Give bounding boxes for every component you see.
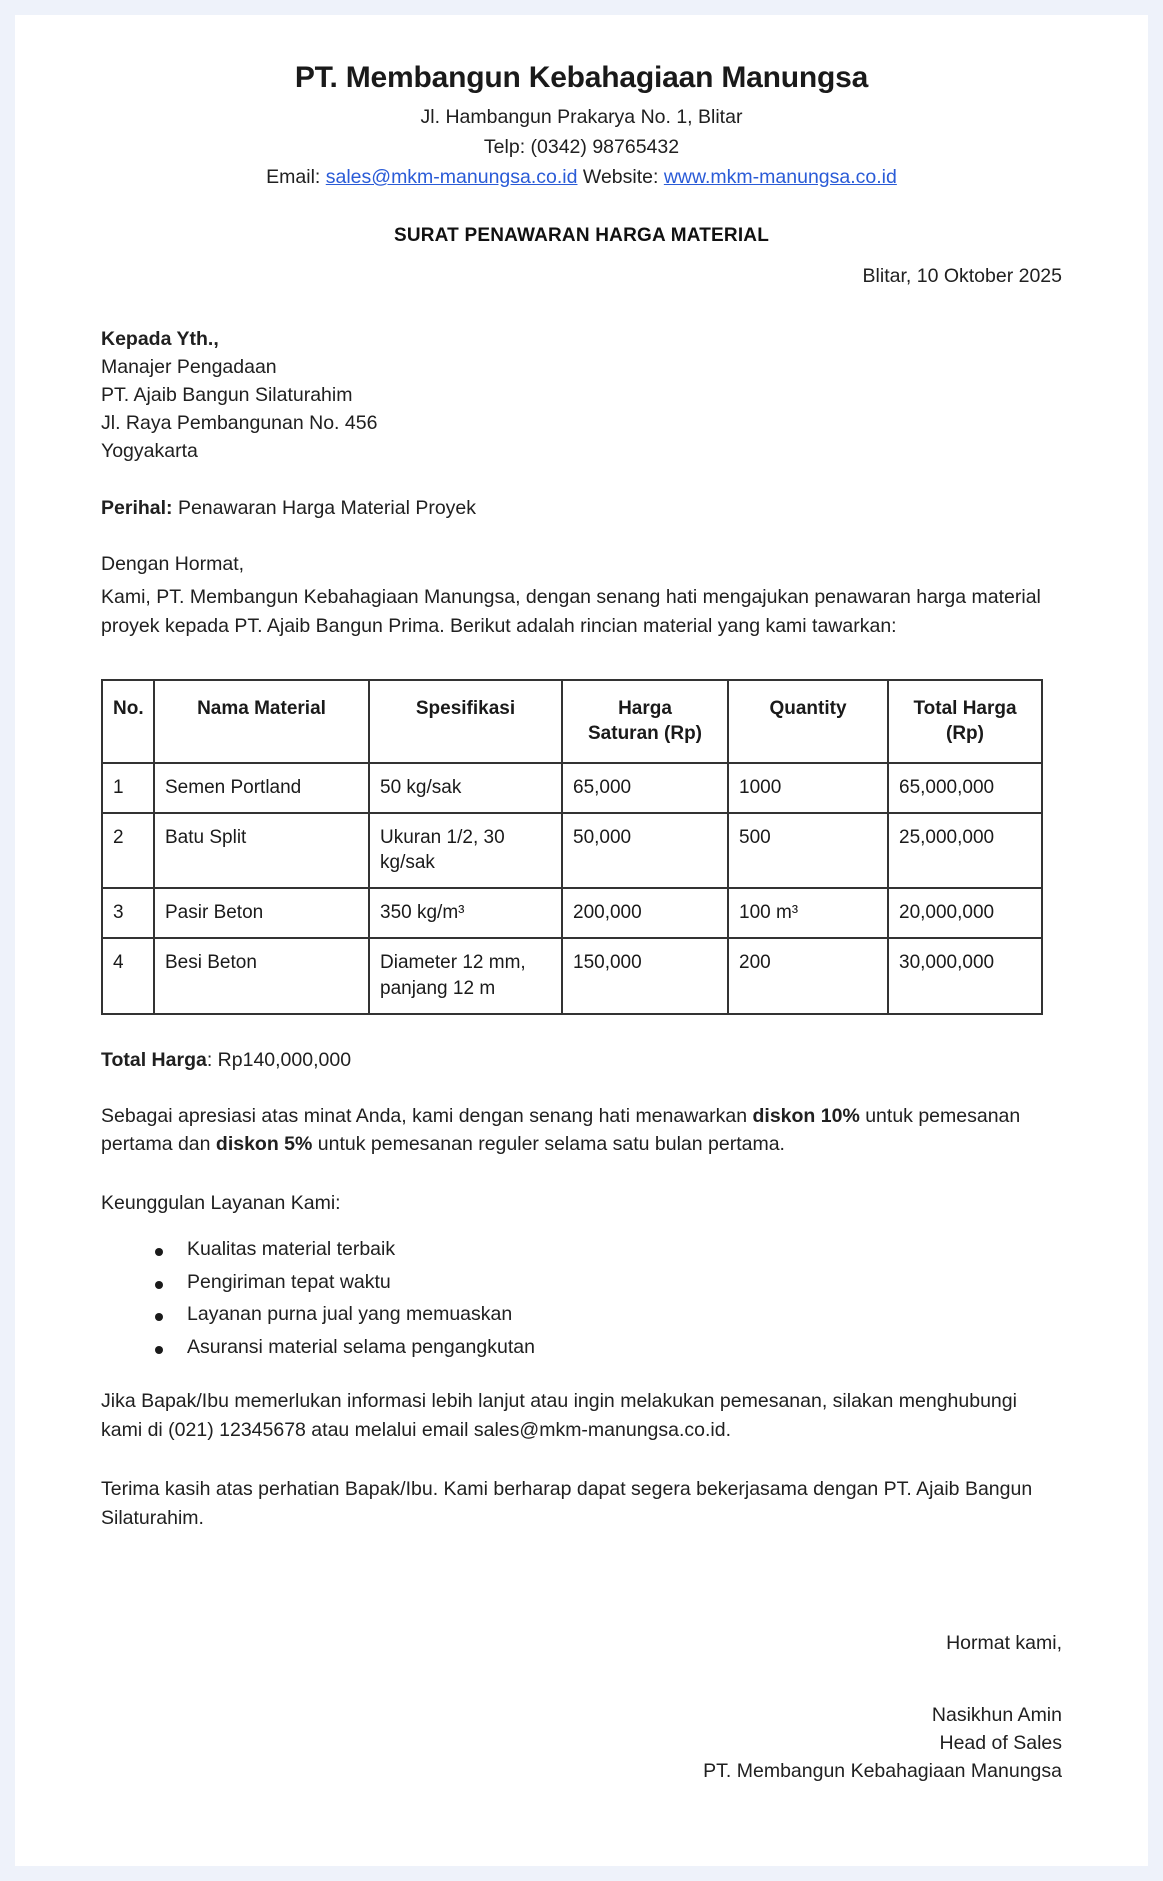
cell-harga-satuan: 65,000 (562, 763, 728, 813)
signature-company: PT. Membangun Kebahagiaan Manungsa (703, 1760, 1062, 1783)
discount-bold-second: diskon 5% (215, 1133, 313, 1156)
company-address: Jl. Hambangun Prakarya No. 1, Blitar (420, 106, 743, 128)
cell-nama: Batu Split (154, 813, 369, 888)
document-page (15, 15, 1148, 1866)
recipient-company: PT. Ajaib Bangun Silaturahim (101, 383, 353, 406)
recipient-block (101, 326, 1062, 465)
cell-harga-satuan: 200,000 (562, 888, 728, 938)
email-label: Email: (266, 166, 321, 188)
thanks-paragraph: Terima kasih atas perhatian Bapak/Ibu. Kami berharap dapat segera bekerjasama dengan PT. Ajaib Bangun Silaturahim. (101, 1477, 1033, 1529)
company-name: PT. Membangun Kebahagiaan Manungsa (294, 61, 869, 94)
table-row (102, 813, 1042, 888)
cell-nama: Pasir Beton (154, 888, 369, 938)
materials-table (101, 679, 1043, 1015)
grand-total-line (101, 1049, 1062, 1072)
recipient-role: Manajer Pengadaan (101, 355, 277, 378)
signature-block (101, 1629, 1062, 1786)
cell-harga-satuan: 50,000 (562, 813, 728, 888)
list-item: Pengiriman tepat waktu (155, 1273, 1062, 1293)
table-row (102, 763, 1042, 813)
signature-name: Nasikhun Amin (931, 1703, 1062, 1726)
date-line: Blitar, 10 Oktober 2025 (862, 265, 1062, 287)
discount-bold-first: diskon 10% (752, 1104, 860, 1127)
discount-part2: untuk pemesanan pertama dan (101, 1104, 1021, 1156)
company-phone: Telp: (0342) 98765432 (483, 136, 680, 158)
table-header-row (102, 680, 1042, 763)
header-no: No. (102, 680, 154, 763)
header-harga-satuan (562, 680, 728, 763)
list-item: Layanan purna jual yang memuaskan (155, 1305, 1062, 1325)
contact-paragraph: Jika Bapak/Ibu memerlukan informasi lebih lanjut atau ingin melakukan pemesanan, silakan menghubungi kami di (021) 12345678 atau melalui email sales@mkm-manungsa.co.id. (101, 1390, 1017, 1442)
cell-spesifikasi: Diameter 12 mm, panjang 12 m (369, 938, 562, 1013)
cell-no: 4 (102, 938, 154, 1013)
website-link[interactable]: www.mkm-manungsa.co.id (663, 166, 897, 188)
grand-total-label: Total Harga (101, 1048, 207, 1071)
company-contact-line (101, 166, 1062, 189)
subject-title: SURAT PENAWARAN HARGA MATERIAL (393, 225, 770, 246)
header-quantity: Quantity (728, 680, 888, 763)
cell-nama: Semen Portland (154, 763, 369, 813)
cell-total: 25,000,000 (888, 813, 1042, 888)
header-harga-line2: Saturan (Rp) (588, 723, 702, 745)
cell-spesifikasi: 50 kg/sak (369, 763, 562, 813)
list-item: Kualitas material terbaik (155, 1240, 1062, 1260)
cell-quantity: 1000 (728, 763, 888, 813)
perihal-label: Perihal: (101, 497, 173, 520)
cell-quantity: 200 (728, 938, 888, 1013)
recipient-city: Yogyakarta (101, 439, 198, 462)
cell-spesifikasi: Ukuran 1/2, 30 kg/sak (369, 813, 562, 888)
benefits-list (101, 1240, 1062, 1357)
list-item: Asuransi material selama pengangkutan (155, 1338, 1062, 1358)
signature-title: Head of Sales (939, 1732, 1062, 1755)
discount-part3: untuk pemesanan reguler selama satu bulan pertama. (312, 1133, 785, 1156)
perihal-value: Penawaran Harga Material Proyek (177, 497, 477, 520)
perihal-line (101, 497, 1062, 520)
cell-harga-satuan: 150,000 (562, 938, 728, 1013)
intro-paragraph: Kami, PT. Membangun Kebahagiaan Manungsa, dengan senang hati mengajukan penawaran harga material proyek kepada PT. Ajaib Bangun Prima. Berikut adalah rincian material yang kami tawarkan: (101, 586, 1041, 638)
website-label: Website: (582, 166, 659, 188)
header-total-harga (888, 680, 1042, 763)
discount-paragraph (101, 1102, 1062, 1160)
cell-no: 3 (102, 888, 154, 938)
header-total-line1: Total Harga (913, 697, 1017, 719)
cell-nama: Besi Beton (154, 938, 369, 1013)
email-link[interactable]: sales@mkm-manungsa.co.id (325, 166, 578, 188)
grand-total-value: Rp140,000,000 (217, 1048, 352, 1071)
header-nama-material: Nama Material (154, 680, 369, 763)
benefits-heading: Keunggulan Layanan Kami: (101, 1192, 341, 1215)
cell-spesifikasi: 350 kg/m³ (369, 888, 562, 938)
greeting: Dengan Hormat, (101, 553, 245, 576)
table-row (102, 888, 1042, 938)
cell-quantity: 500 (728, 813, 888, 888)
cell-total: 20,000,000 (888, 888, 1042, 938)
recipient-street: Jl. Raya Pembangunan No. 456 (101, 411, 378, 434)
recipient-salutation: Kepada Yth., (101, 328, 219, 350)
cell-total: 65,000,000 (888, 763, 1042, 813)
cell-no: 2 (102, 813, 154, 888)
cell-quantity: 100 m³ (728, 888, 888, 938)
letterhead (101, 61, 1062, 189)
header-harga-line1: Harga (618, 697, 672, 719)
signature-regards: Hormat kami, (946, 1631, 1062, 1654)
grand-total-separator: : (206, 1048, 218, 1071)
header-spesifikasi: Spesifikasi (369, 680, 562, 763)
cell-total: 30,000,000 (888, 938, 1042, 1013)
signature-space (101, 1657, 1062, 1701)
cell-no: 1 (102, 763, 154, 813)
table-row (102, 938, 1042, 1013)
header-total-line2: (Rp) (946, 723, 984, 745)
discount-part1: Sebagai apresiasi atas minat Anda, kami dengan senang hati menawarkan (101, 1104, 753, 1127)
